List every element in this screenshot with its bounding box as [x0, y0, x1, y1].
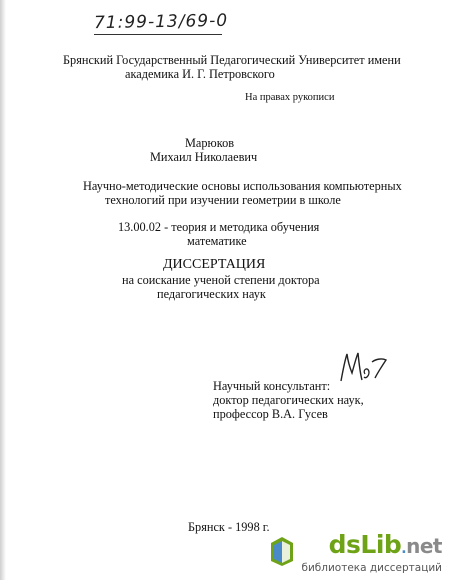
dissertation-line-2: педагогических наук	[157, 287, 266, 301]
brand-main: dsLib	[328, 530, 402, 559]
specialty-line-1: 13.00.02 - теория и методика обучения	[118, 220, 320, 234]
specialty-line-2: математике	[187, 234, 247, 248]
place-year: Брянск - 1998 г.	[188, 520, 270, 534]
brand-dot: .	[401, 541, 407, 557]
title-line-1: Научно-методические основы использования компьютерных	[83, 179, 402, 193]
author-surname: Марюков	[185, 136, 235, 150]
rights-note: На правах рукописи	[245, 92, 335, 103]
institution-line-2: академика И. Г. Петровского	[125, 67, 275, 81]
watermark-caption: библиотека диссертаций	[301, 562, 442, 574]
consultant-label: Научный консультант:	[213, 379, 331, 393]
institution-line-1: Брянский Государственный Педагогический Университет имени	[63, 53, 401, 67]
author-name: Михаил Николаевич	[150, 150, 258, 164]
title-line-2: технологий при изучении геометрии в школе	[105, 193, 341, 207]
stamp-underline	[94, 34, 222, 35]
brand-suffix: net	[406, 534, 442, 558]
scan-edge-shadow	[0, 0, 6, 580]
dissertation-heading: ДИССЕРТАЦИЯ	[163, 257, 266, 272]
dissertation-line-1: на соискание ученой степени доктора	[122, 273, 320, 287]
consultant-degree: доктор педагогических наук,	[213, 393, 364, 407]
book-logo-icon	[267, 533, 297, 567]
watermark-text-block	[301, 530, 442, 574]
watermark-footer	[267, 530, 442, 574]
archive-stamp: 71:99-13/69-0	[93, 10, 229, 34]
watermark-brand[interactable]	[301, 530, 442, 561]
handwritten-signature	[338, 348, 390, 388]
consultant-name: профессор В.А. Гусев	[213, 407, 328, 421]
